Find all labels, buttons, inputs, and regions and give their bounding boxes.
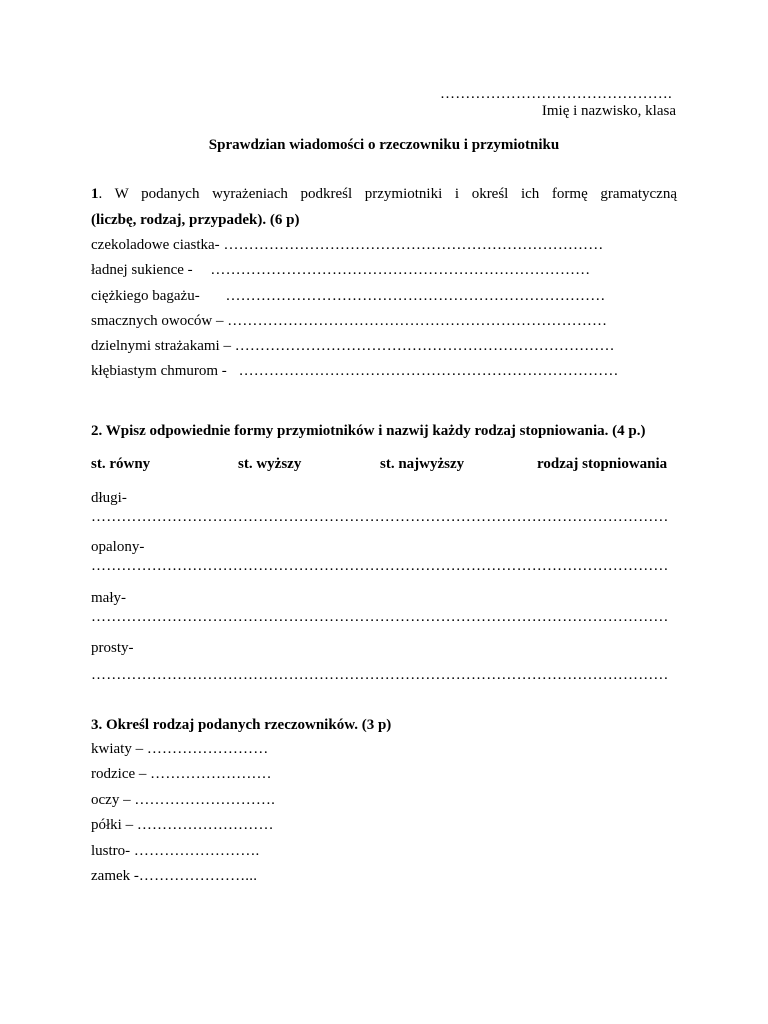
- task1-item: [91, 363, 619, 380]
- task3-item: [91, 843, 259, 860]
- name-label: Imię i nazwisko, klasa: [541, 103, 676, 119]
- task1-item: [91, 313, 607, 330]
- answer-line[interactable]: …………………………………………………………………: [225, 288, 606, 304]
- answer-line[interactable]: …………………………………………………………………: [223, 237, 604, 253]
- answer-line[interactable]: ……………………: [150, 766, 272, 782]
- task1-item: [91, 262, 590, 279]
- task3-item: [91, 817, 274, 834]
- answer-line[interactable]: ……………………………………………………………………………………………………: [91, 609, 669, 625]
- task3-item-text: lustro-: [91, 843, 134, 859]
- answer-line[interactable]: ……………………………………………………………………………………………………: [91, 667, 669, 683]
- task3-heading: 3. Określ rodzaj podanych rzeczowników. (3 p): [91, 717, 392, 733]
- task1-item-text: ładnej sukience -: [91, 262, 197, 278]
- task1-item-text: dzielnymi strażakami –: [91, 338, 235, 354]
- task3-item-text: kwiaty –: [91, 741, 147, 757]
- task2-row-label: mały-: [91, 590, 126, 606]
- task2-row-label: prosty-: [91, 640, 134, 656]
- answer-line[interactable]: …………………………………………………………………: [227, 313, 608, 329]
- task3-item: [91, 792, 275, 809]
- task1-number: 1: [91, 186, 99, 202]
- column-header: st. najwyższy: [380, 456, 465, 472]
- name-line: ……………………………………….: [440, 86, 672, 102]
- task1-item: [91, 237, 603, 254]
- task1-item: [91, 288, 605, 305]
- task2-row-label: opalony-: [91, 539, 145, 555]
- answer-line[interactable]: ……………………………………………………………………………………………………: [91, 558, 669, 574]
- task3-item: [91, 766, 272, 783]
- column-header: rodzaj stopniowania: [537, 456, 668, 472]
- task1-heading-a: . W podanych wyrażeniach podkreśl przymiotniki i określ ich formę gramatyczną: [98, 186, 677, 202]
- answer-line[interactable]: ……………………….: [134, 792, 276, 808]
- task3-item-text: półki –: [91, 817, 137, 833]
- task2-row-label: długi-: [91, 490, 127, 506]
- task1-item: [91, 338, 615, 355]
- task3-item-text: oczy –: [91, 792, 135, 808]
- answer-line[interactable]: …………………...: [138, 868, 258, 884]
- column-header: st. równy: [91, 456, 151, 472]
- answer-line[interactable]: …………………………………………………………………: [234, 338, 615, 354]
- task1-item-text: smacznych owoców –: [91, 313, 228, 329]
- task3-item-text: rodzice –: [91, 766, 151, 782]
- task3-item: [91, 868, 257, 885]
- task3-item-text: zamek -: [91, 868, 139, 884]
- task2-heading: 2. Wpisz odpowiednie formy przymiotników i nazwij każdy rodzaj stopniowania. (4 p.): [91, 423, 646, 439]
- answer-line[interactable]: ……………………: [146, 741, 269, 757]
- column-header: st. wyższy: [238, 456, 302, 472]
- task1-heading: [91, 186, 677, 203]
- task1-item-text: czekoladowe ciastka-: [91, 237, 224, 253]
- task1-heading-b: (liczbę, rodzaj, przypadek). (6 p): [91, 212, 300, 228]
- answer-line[interactable]: …………………….: [133, 843, 260, 859]
- answer-line[interactable]: ………………………: [136, 817, 274, 833]
- answer-line[interactable]: …………………………………………………………………: [238, 363, 619, 379]
- page-title: Sprawdzian wiadomości o rzeczowniku i przymiotniku: [208, 137, 560, 153]
- answer-line[interactable]: …………………………………………………………………: [210, 262, 591, 278]
- task1-item-text: kłębiastym chmurom -: [91, 363, 231, 379]
- task3-item: [91, 741, 268, 758]
- answer-line[interactable]: ……………………………………………………………………………………………………: [91, 509, 669, 525]
- task1-item-text: ciężkiego bagażu-: [91, 288, 204, 304]
